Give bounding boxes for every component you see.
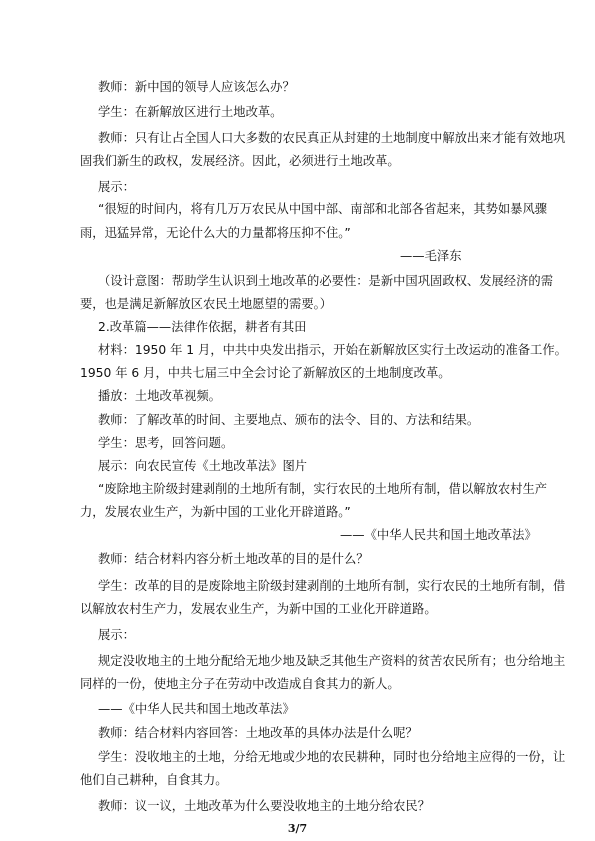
- text-line: 教师：新中国的领导人应该怎么办？: [98, 80, 295, 94]
- quote-attribution: ——毛泽东: [400, 249, 462, 263]
- quote-attribution: ——《中华人民共和国土地改革法》: [340, 528, 537, 542]
- text-line: 要，也是满足新解放区农民土地愿望的需要。）: [80, 297, 333, 311]
- text-line: 他们自己耕种，自食其力。: [80, 773, 228, 787]
- page-number: 3/7: [287, 822, 308, 835]
- text-line: 教师：结合材料内容分析土地改革的目的是什么？: [98, 552, 369, 566]
- text-line: 学生：在新解放区进行土地改革。: [98, 105, 283, 119]
- text-line: 教师：结合材料内容回答：土地改革的具体办法是什么呢？: [98, 726, 418, 740]
- text-line: 播放：土地改革视频。: [98, 389, 221, 403]
- text-line: “废除地主阶级封建剥削的土地所有制，实行农民的土地所有制，借以解放农村生产: [98, 482, 548, 496]
- text-line: 雨，迅猛异常，无论什么大的力量都将压抑不住。”: [80, 226, 351, 240]
- section-heading: 2.改革篇——法律作依据，耕者有其田: [98, 320, 307, 334]
- text-line: 固我们新生的政权，发展经济。因此，必须进行土地改革。: [80, 154, 400, 168]
- text-line: 展示：向农民宣传《土地改革法》图片: [98, 459, 308, 473]
- text-line: 教师：了解改革的时间、主要地点、颁布的法令、目的、方法和结果。: [98, 413, 480, 427]
- text-line: 材料：1950 年 1 月，中共中央发出指示，开始在新解放区实行土改运动的准备工作。: [98, 343, 567, 357]
- text-line: 教师：只有让占全国人口大多数的农民真正从封建的土地制度中解放出来才能有效地巩: [98, 131, 566, 145]
- quote-attribution: ——《中华人民共和国土地改革法》: [98, 702, 295, 716]
- text-line: （设计意图：帮助学生认识到土地改革的必要性：是新中国巩固政权、发展经济的需: [98, 274, 553, 288]
- text-line: 学生：没收地主的土地，分给无地或少地的农民耕种，同时也分给地主应得的一份，让: [98, 750, 566, 764]
- text-line: 展示：: [98, 628, 135, 642]
- text-line: 同样的一份，使地主分子在劳动中改造成自食其力的新人。: [80, 677, 400, 691]
- text-line: 学生：思考，回答问题。: [98, 436, 234, 450]
- text-line: 规定没收地主的土地分配给无地少地及缺乏其他生产资料的贫苦农民所有；也分给地主: [98, 654, 566, 668]
- text-line: 学生：改革的目的是废除地主阶级封建剥削的土地所有制，实行农民的土地所有制，借: [98, 579, 566, 593]
- text-line: 教师：议一议，土地改革为什么要没收地主的土地分给农民？: [98, 799, 431, 813]
- text-line: “很短的时间内，将有几万万农民从中国中部、南部和北部各省起来，其势如暴风骤: [98, 202, 548, 216]
- text-line: 1950 年 6 月，中共七届三中全会讨论了新解放区的土地制度改革。: [80, 366, 451, 380]
- text-line: 以解放农村生产力，发展农业生产，为新中国的工业化开辟道路。: [80, 602, 437, 616]
- text-line: 力，发展农业生产，为新中国的工业化开辟道路。”: [80, 505, 351, 519]
- text-line: 展示：: [98, 180, 135, 194]
